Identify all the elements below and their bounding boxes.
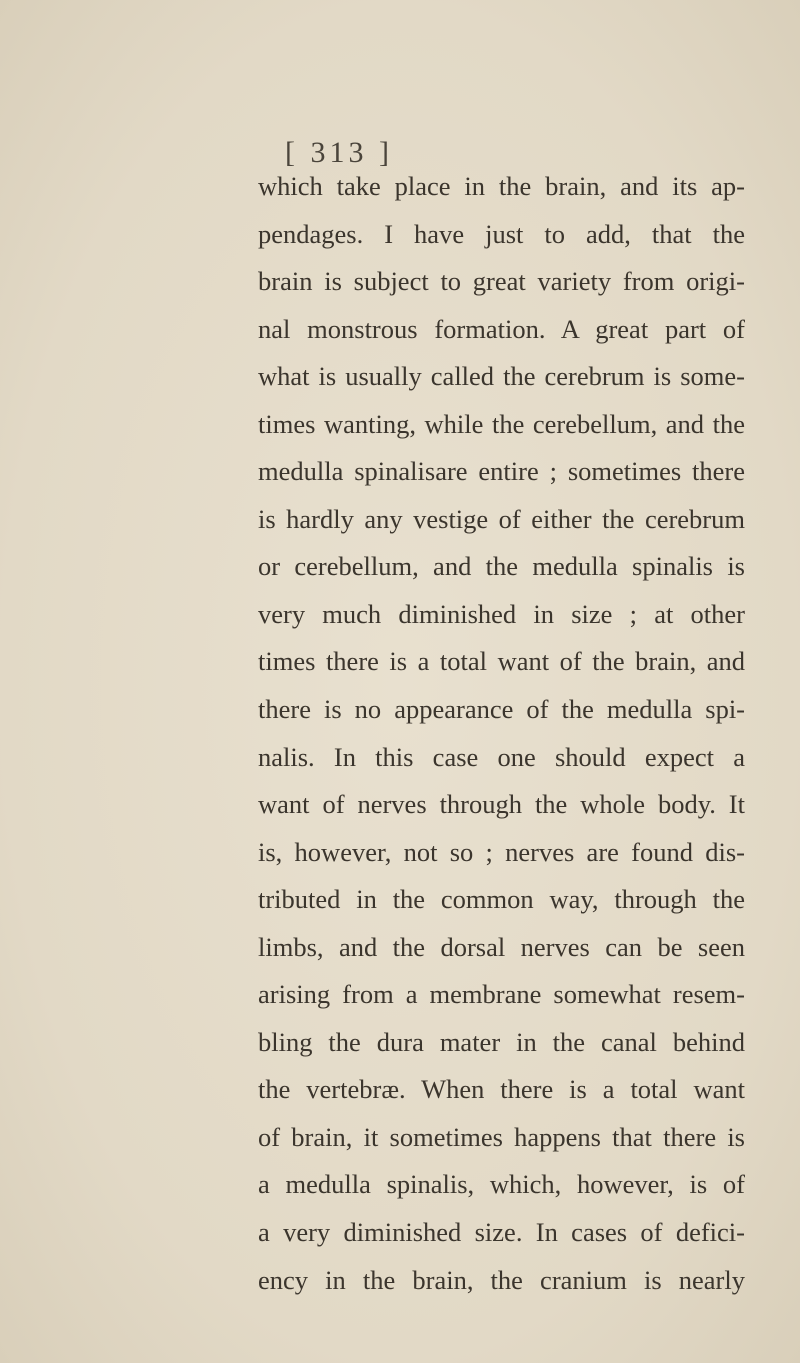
- text-line: nalis. In this case one should expect a: [258, 741, 745, 772]
- text-line: very much diminished in size ; at other: [258, 598, 745, 629]
- page-number: [ 313 ]: [285, 136, 393, 169]
- text-line: times there is a total want of the brain, and: [258, 646, 745, 677]
- text-line: pendages. I have just to add, that the: [258, 218, 745, 249]
- text-line: what is usually called the cerebrum is some-: [258, 361, 745, 392]
- text-line: brain is subject to great variety from origi-: [258, 266, 745, 297]
- text-line: of brain, it sometimes happens that there is: [258, 1121, 745, 1152]
- text-line: there is no appearance of the medulla spi-: [258, 694, 745, 725]
- text-line: want of nerves through the whole body. It: [258, 789, 745, 820]
- text-line: nal monstrous formation. A great part of: [258, 313, 745, 344]
- text-line: a medulla spinalis, which, however, is of: [258, 1169, 745, 1200]
- text-line: bling the dura mater in the canal behind: [258, 1026, 745, 1057]
- text-line: ency in the brain, the cranium is nearly: [258, 1264, 745, 1295]
- text-line: the vertebræ. When there is a total want: [258, 1074, 745, 1105]
- text-line: arising from a membrane somewhat resem-: [258, 979, 745, 1010]
- text-line: is hardly any vestige of either the cerebrum: [258, 503, 745, 534]
- body-text: [258, 163, 745, 1304]
- text-line: or cerebellum, and the medulla spinalis is: [258, 551, 745, 582]
- text-line: is, however, not so ; nerves are found dis-: [258, 836, 745, 867]
- text-line: times wanting, while the cerebellum, and the: [258, 408, 745, 439]
- text-line: medulla spinalisare entire ; sometimes there: [258, 456, 745, 487]
- text-line: which take place in the brain, and its ap-: [258, 171, 745, 201]
- text-line: tributed in the common way, through the: [258, 884, 745, 915]
- text-line: a very diminished size. In cases of defici-: [258, 1217, 745, 1248]
- text-line: limbs, and the dorsal nerves can be seen: [258, 931, 745, 962]
